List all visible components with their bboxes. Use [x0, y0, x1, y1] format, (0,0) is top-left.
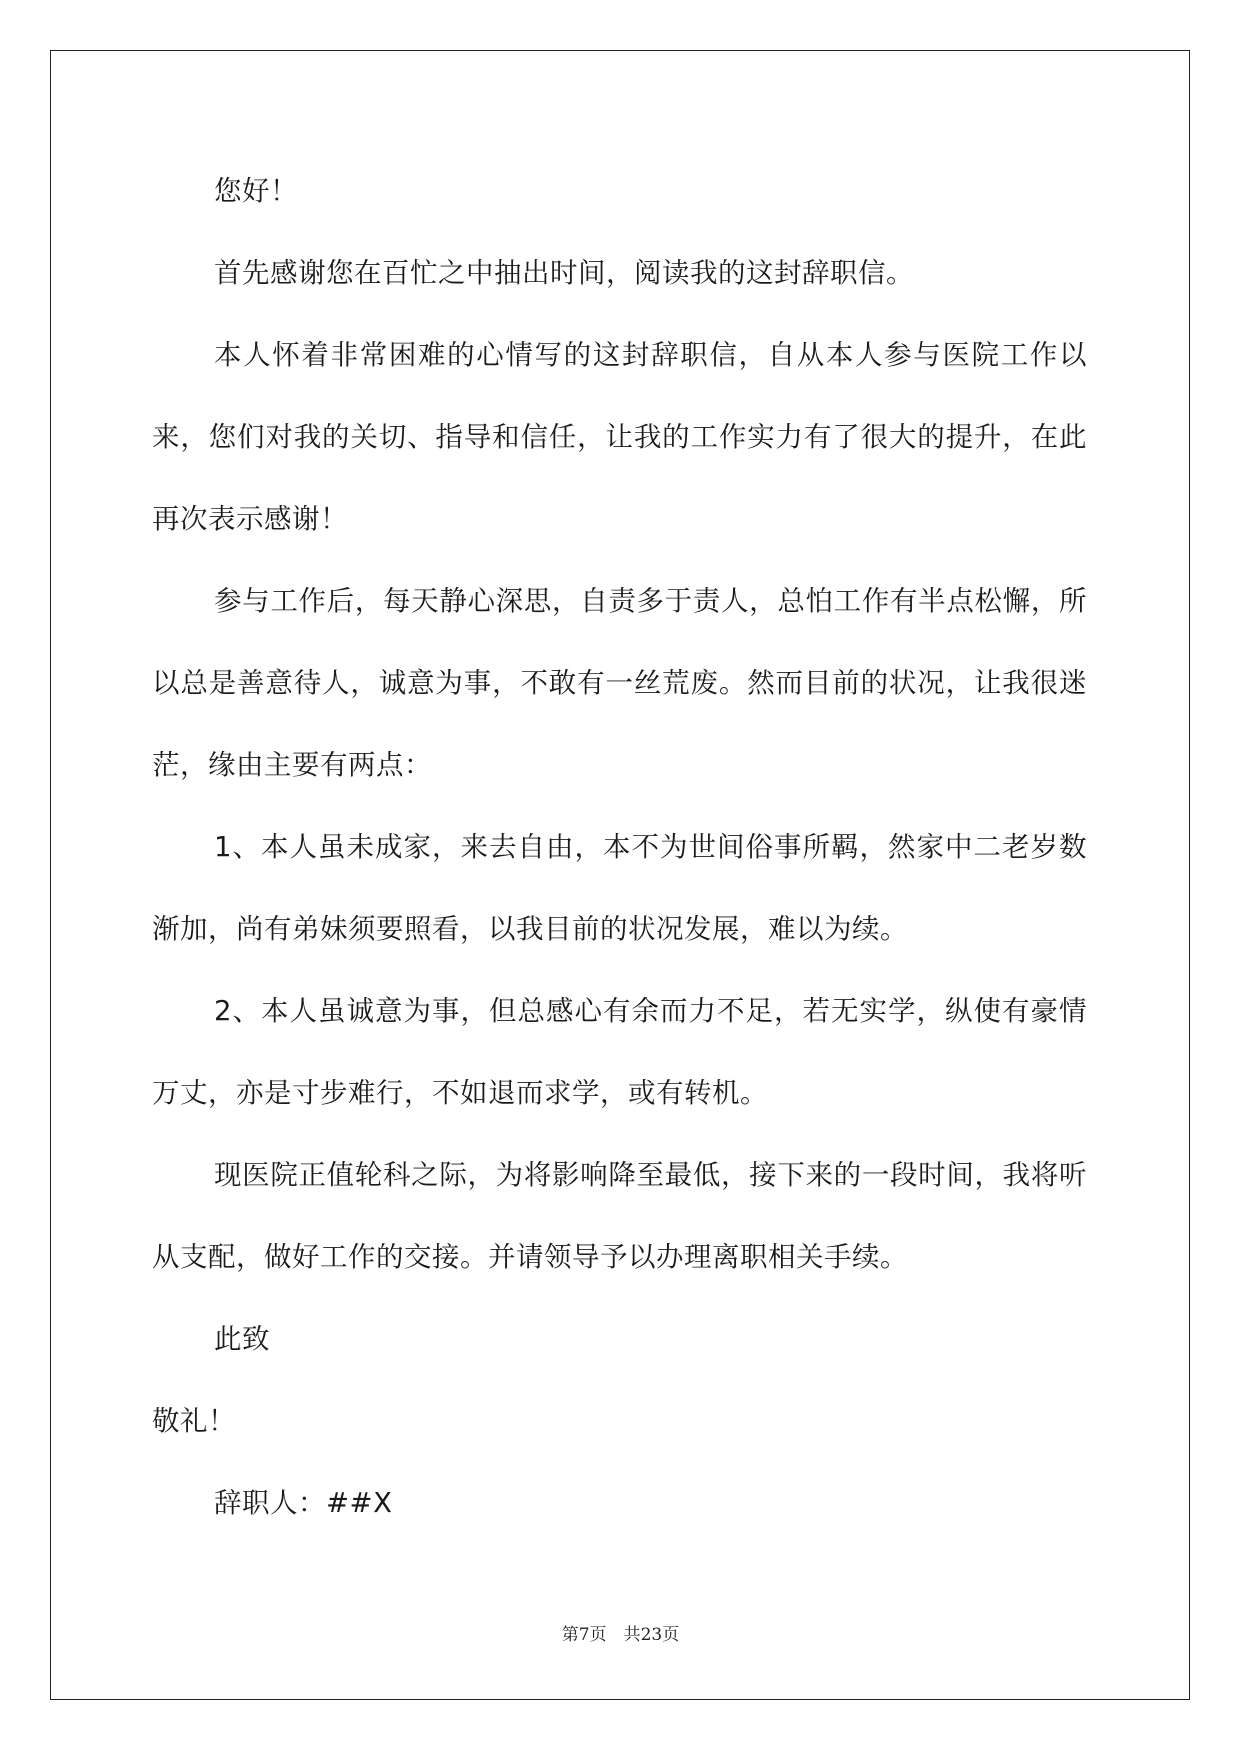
paragraph-reflection: 参与工作后，每天静心深思，自责多于责人，总怕工作有半点松懈，所以总是善意待人，诚意为事，不敢有一丝荒废。然而目前的状况，让我很迷茫，缘由主要有两点： — [152, 585, 1087, 781]
paragraph-thanks: 首先感谢您在百忙之中抽出时间，阅读我的这封辞职信。 — [214, 257, 914, 289]
signature: 辞职人：##X — [214, 1487, 393, 1519]
salutation: 敬礼！ — [152, 1405, 236, 1437]
paragraph-handover: 现医院正值轮科之际，为将影响降至最低，接下来的一段时间，我将听从支配，做好工作的交接。并请领导予以办理离职相关手续。 — [152, 1159, 1087, 1273]
page-number-footer: 第7页 共23页 — [561, 1625, 680, 1645]
closing: 此致 — [214, 1323, 270, 1355]
paragraph-reason-1: 1、本人虽未成家，来去自由，本不为世间俗事所羁，然家中二老岁数渐加，尚有弟妹须要照看，以我目前的状况发展，难以为续。 — [152, 831, 1087, 945]
paragraph-intro: 本人怀着非常困难的心情写的这封辞职信，自从本人参与医院工作以来，您们对我的关切、指导和信任，让我的工作实力有了很大的提升，在此再次表示感谢！ — [152, 339, 1087, 535]
greeting: 您好！ — [214, 175, 298, 207]
paragraph-reason-2: 2、本人虽诚意为事，但总感心有余而力不足，若无实学，纵使有豪情万丈，亦是寸步难行，不如退而求学，或有转机。 — [152, 995, 1087, 1109]
letter-body — [152, 150, 1087, 1544]
